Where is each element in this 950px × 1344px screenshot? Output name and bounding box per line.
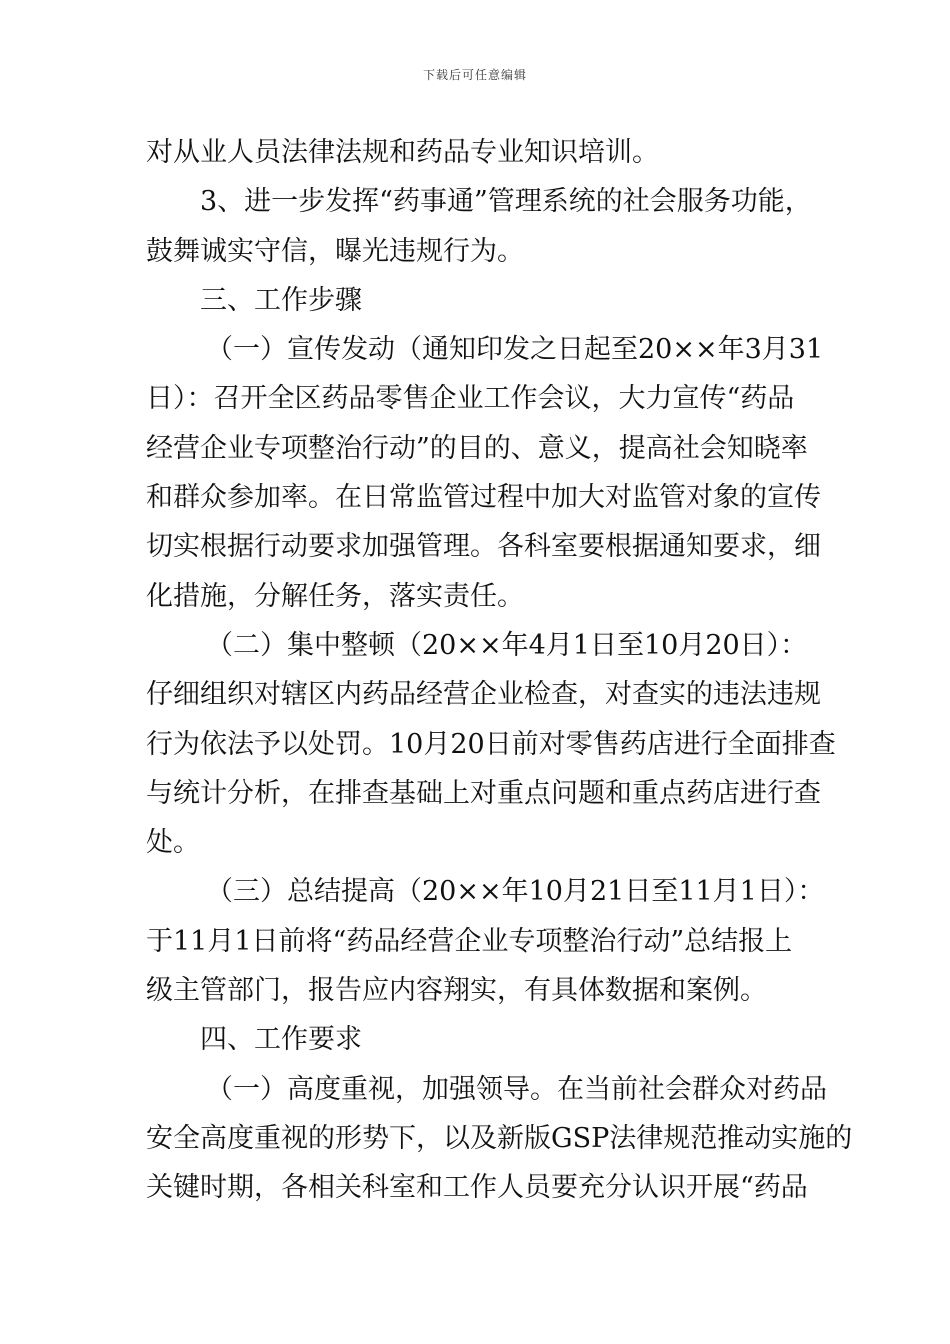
- text-line-22: 关键时期，各相关科室和工作人员要充分认识开展“药品: [146, 1172, 808, 1204]
- text-line-17: 于11月1日前将“药品经营企业专项整治行动”总结报上: [146, 925, 793, 957]
- text-line-15: 处。: [146, 827, 200, 859]
- text-line-10: 化措施，分解任务，落实责任。: [146, 580, 524, 612]
- section-heading-requirements: 四、工作要求: [200, 1024, 362, 1056]
- document-body: [146, 128, 853, 1213]
- text-line-7: 经营企业专项整治行动”的目的、意义，提高社会知晓率: [146, 432, 808, 464]
- page-header: 下载后可任意编辑: [422, 68, 527, 82]
- text-line-21: 安全高度重视的形势下，以及新版GSP法律规范推动实施的: [146, 1122, 853, 1154]
- section-heading-steps: 三、工作步骤: [200, 284, 362, 316]
- text-line-9: 切实根据行动要求加强管理。各科室要根据通知要求，细: [146, 531, 821, 563]
- text-line-2: 3、进一步发挥“药事通”管理系统的社会服务功能，: [200, 186, 812, 218]
- text-line-11: （二）集中整顿（20××年4月1日至10月20日）：: [206, 629, 808, 661]
- text-line-13: 行为依法予以处罚。10月20日前对零售药店进行全面排查: [146, 728, 836, 760]
- text-line-14: 与统计分析，在排查基础上对重点问题和重点药店进行查: [146, 777, 821, 809]
- text-line-16: （三）总结提高（20××年10月21日至11月1日）：: [206, 876, 825, 908]
- text-line-3: 鼓舞诚实守信，曝光违规行为。: [146, 235, 524, 267]
- text-line-12: 仔细组织对辖区内药品经营企业检查，对查实的违法违规: [146, 679, 821, 711]
- text-line-5: （一）宣传发动（通知印发之日起至20××年3月31: [206, 334, 824, 366]
- text-line-1: 对从业人员法律法规和药品专业知识培训。: [146, 137, 659, 168]
- text-line-18: 级主管部门，报告应内容翔实，有具体数据和案例。: [146, 975, 767, 1007]
- text-line-20: （一）高度重视，加强领导。在当前社会群众对药品: [206, 1073, 827, 1105]
- text-line-8: 和群众参加率。在日常监管过程中加大对监管对象的宣传: [146, 482, 821, 514]
- text-line-6: 日）：召开全区药品零售企业工作会议，大力宣传“药品: [146, 383, 795, 415]
